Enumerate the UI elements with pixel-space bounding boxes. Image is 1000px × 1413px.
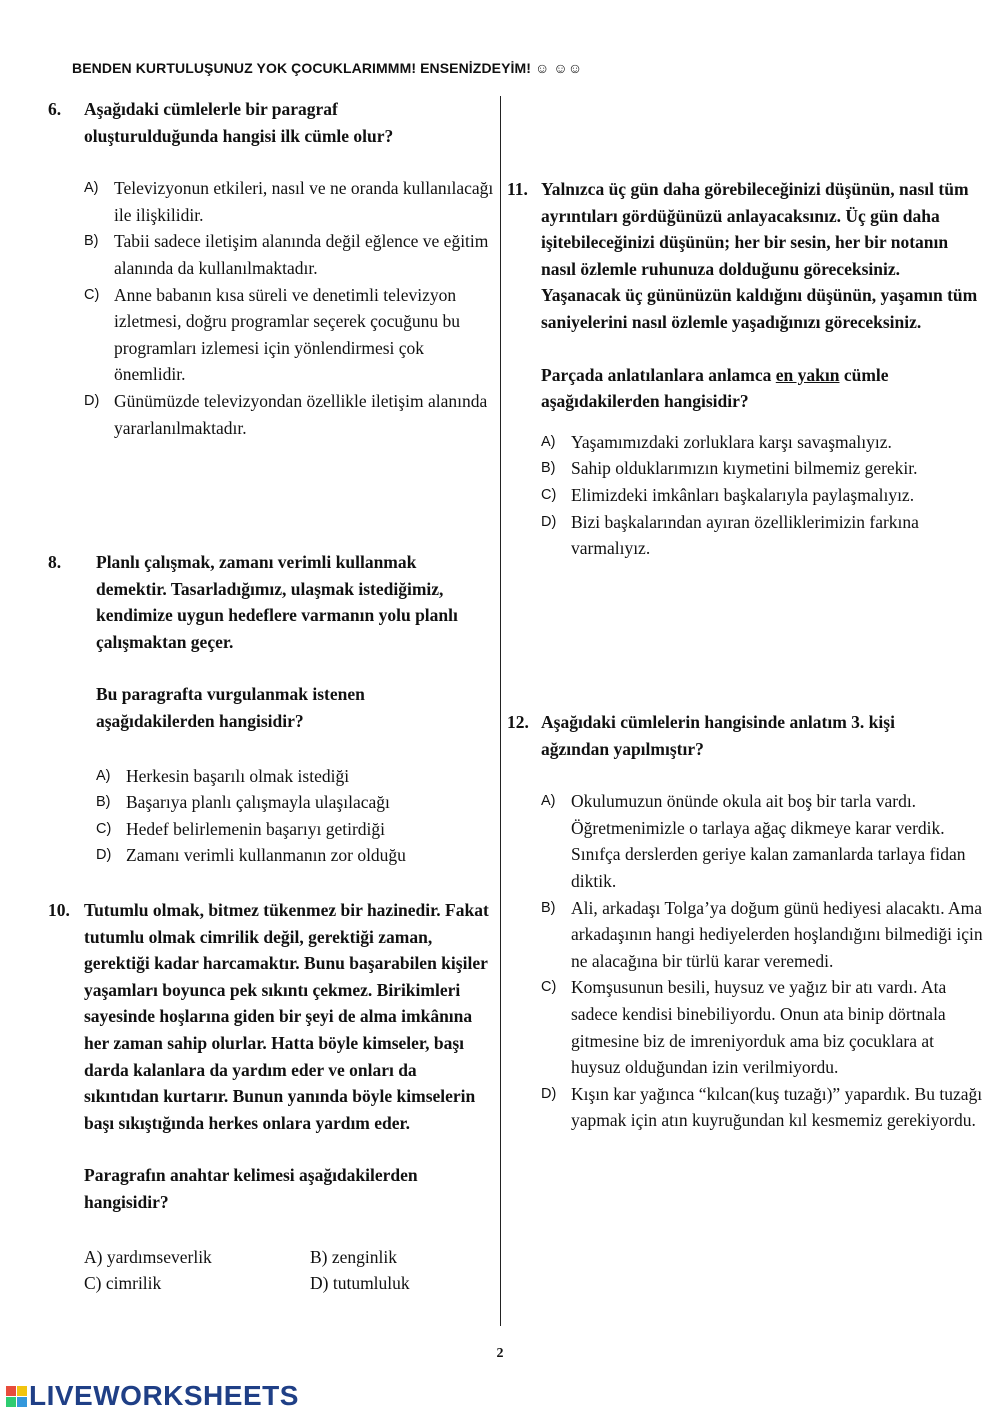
option-letter: A) [84, 180, 99, 197]
option-letter: C) [541, 486, 557, 503]
question-number: 12. [507, 712, 529, 732]
option-c[interactable] [84, 282, 498, 388]
question-11 [507, 176, 987, 562]
question-prompt: Paragrafın anahtar kelimesi aşağıdakilerden hangisidir? [84, 1165, 418, 1212]
option-text: Tabii sadece iletişim alanında değil eğlence ve eğitim alanında da kullanılmaktadır. [114, 231, 489, 278]
option-a[interactable]: A) yardımseverlik [84, 1246, 212, 1267]
option-text: Herkesin başarılı olmak istediği [126, 765, 350, 786]
option-letter: A) [96, 767, 111, 784]
option-text: Sahip olduklarımızın kıymetini bilmemiz gerekir. [571, 458, 918, 479]
question-number: 11. [507, 179, 528, 199]
column-divider [500, 96, 501, 1326]
question-number: 10. [48, 900, 70, 920]
option-b[interactable]: B) zenginlik [310, 1246, 397, 1267]
option-letter: B) [541, 899, 556, 916]
option-d[interactable] [84, 388, 498, 441]
option-a[interactable] [541, 429, 987, 456]
option-letter: D) [541, 513, 557, 530]
option-d[interactable] [541, 509, 987, 562]
option-letter: C) [96, 820, 112, 837]
question-prompt [541, 362, 961, 415]
option-letter: B) [96, 794, 111, 811]
option-b[interactable] [541, 455, 987, 482]
question-prompt: Bu paragrafta vurgulanmak istenen aşağıdakilerden hangisidir? [96, 684, 365, 731]
option-letter: C) [84, 286, 100, 303]
option-text: Günümüzde televizyondan özellikle iletişim alanında yararlanılmaktadır. [114, 390, 488, 438]
option-b[interactable] [84, 228, 498, 281]
logo-tile [6, 1386, 16, 1396]
question-12 [507, 709, 987, 1134]
prompt-underlined: en yakın [775, 364, 840, 385]
prompt-text: Parçada anlatılanlara anlamca [541, 364, 776, 385]
question-stem: Tutumlu olmak, bitmez tükenmez bir hazinedir. Fakat tutumlu olmak cimrilik değil, gerektiği zaman, gerektiği kadar harcamaktır. Bunu başarabilen kişiler yaşamları boyunca pek sıkıntı çekmez. Birikimleri sayesinde hoşlarına giden bir şeyi de alma imkânına her zaman sahip olurlar. Hatta böyle kimseler, başı darda kalanlara da yardım eder ve onları da sıkıntıdan kurtarır. Bunun yanında böyle kimselerin başı sıkıştığında herkes onlara yardım eder. [84, 900, 489, 1133]
question-number: 8. [48, 552, 62, 572]
option-d[interactable] [96, 842, 494, 869]
question-stem: Yalnızca üç gün daha görebileceğinizi düşünün, nasıl tüm ayrıntıları gördüğünüzü anlayacaksınız. Üç gün daha işitebileceğinizi düşünün; her bir sesin, her bir notanın nasıl özlemle ruhunuza dolduğunu göreceksiniz. Yaşanacak üç gününüzün kaldığını düşünün, yaşamın tüm saniyelerini nasıl özlemle yaşadığınızı göreceksiniz. [541, 179, 978, 332]
logo-text: LIVEWORKSHEETS [29, 1380, 299, 1411]
logo-tile [6, 1397, 16, 1407]
option-c[interactable] [541, 974, 987, 1080]
option-letter: A) [541, 793, 556, 810]
option-b[interactable] [96, 789, 494, 816]
option-text: Yaşamımızdaki zorluklara karşı savaşmalıyız. [571, 431, 892, 452]
page-number: 2 [496, 1346, 504, 1361]
option-text: Okulumuzun önünde okula ait boş bir tarla vardı. Öğretmenimizle o tarlaya ağaç dikmeye karar verdik. Sınıfça derslerden geriye kalan zamanlarda tarlaya fidan diktik. [571, 791, 966, 891]
logo-tile [17, 1397, 27, 1407]
option-letter: C) [541, 979, 557, 996]
question-8 [48, 549, 494, 869]
option-text: Komşusunun besili, huysuz ve yağız bir atı vardı. Ata sadece kendisi binebiliyordu. Onun ata binip dörtnala gitmesine biz de imreniyorduk ama biz çocuklara at huysuz olduğundan izin verilmiyordu. [571, 977, 947, 1078]
option-text: Zamanı verimli kullanmanın zor olduğu [126, 845, 406, 866]
option-text: Bizi başkalarından ayıran özelliklerimizin farkına varmalıyız. [571, 511, 919, 559]
option-c[interactable]: C) cimrilik [84, 1273, 162, 1294]
option-c[interactable] [541, 482, 987, 509]
question-number: 6. [48, 99, 62, 119]
option-a[interactable] [541, 788, 987, 894]
option-text: Ali, arkadaşı Tolga’ya doğum günü hediyesi alacaktı. Ama arkadaşının hangi hediyelerden hoşlandığını bilmediği için ne alacağına bir türlü karar veremedi. [571, 897, 983, 971]
question-10 [48, 897, 494, 1297]
option-text: Anne babanın kısa süreli ve denetimli televizyon izletmesi, doğru programlar seçerek çocuğunu bu programları izlemesi için yönlendirmesi çok önemlidir. [114, 284, 460, 385]
question-6 [48, 96, 498, 441]
option-text: Televizyonun etkileri, nasıl ve ne oranda kullanılacağı ile ilişkilidir. [114, 178, 494, 225]
option-letter: B) [84, 233, 99, 250]
option-letter: B) [541, 460, 556, 477]
option-c[interactable] [96, 816, 494, 843]
option-d[interactable]: D) tutumluluk [310, 1273, 410, 1294]
option-text: Başarıya planlı çalışmayla ulaşılacağı [126, 792, 390, 813]
question-stem: Aşağıdaki cümlelerle bir paragraf oluşturulduğunda hangisi ilk cümle olur? [84, 99, 394, 146]
logo-tile [17, 1386, 27, 1396]
option-text: Hedef belirlemenin başarıyı getirdiği [126, 818, 386, 839]
option-a[interactable] [96, 763, 494, 790]
logo-icon [6, 1386, 27, 1407]
question-stem: Aşağıdaki cümlelerin hangisinde anlatım 3. kişi ağzından yapılmıştır? [541, 712, 895, 759]
option-letter: A) [541, 433, 556, 450]
option-text: Elimizdeki imkânları başkalarıyla paylaşmalıyız. [571, 484, 915, 505]
liveworksheets-logo[interactable] [6, 1380, 299, 1412]
question-stem: Planlı çalışmak, zamanı verimli kullanmak demektir. Tasarladığımız, ulaşmak istediğimiz, kendimize uygun hedeflere varmanın yolu planlı çalışmaktan geçer. [96, 552, 458, 652]
prompt-text: cümle aşağıdakilerden hangisidir? [541, 364, 889, 412]
option-letter: D) [96, 847, 112, 864]
option-letter: D) [541, 1085, 557, 1102]
option-letter: D) [84, 392, 100, 409]
worksheet-header: BENDEN KURTULUŞUNUZ YOK ÇOCUKLARIMMM! ENSENİZDEYİM! ☺ ☺☺ [72, 60, 583, 76]
option-a[interactable] [84, 175, 498, 228]
option-b[interactable] [541, 895, 987, 975]
option-text: Kışın kar yağınca “kılcan(kuş tuzağı)” yapardık. Bu tuzağı yapmak için atın kuyruğundan kıl kesmemiz gerekiyordu. [571, 1083, 983, 1131]
option-d[interactable] [541, 1081, 987, 1134]
